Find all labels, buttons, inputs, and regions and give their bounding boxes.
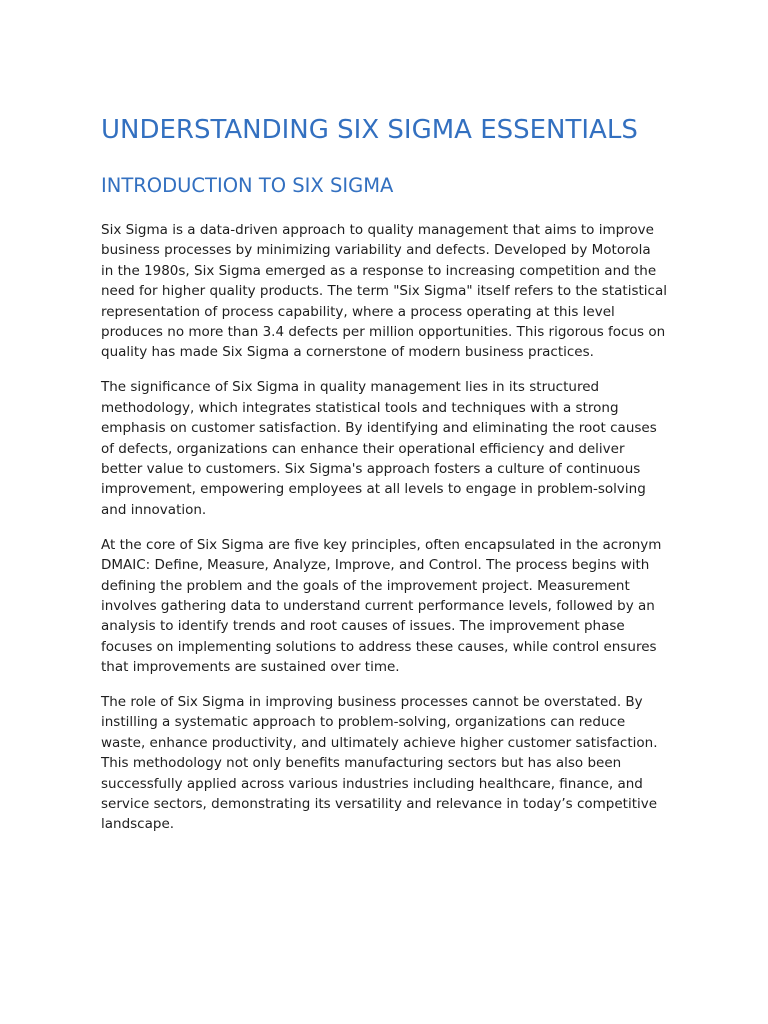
body-paragraph: At the core of Six Sigma are five key principles, often encapsulated in the acronym DMAIC: Define, Measure, Analyze, Improve, and Control. The process begins with defining the problem and the goals of the improvement project. Measurement involves gathering data to understand current performance levels, followed by an analysis to identify trends and root causes of issues. The improvement phase focuses on implementing solutions to address these causes, while control ensures that improvements are sustained over time.	[101, 536, 662, 676]
document-page	[101, 110, 667, 835]
document-title: UNDERSTANDING SIX SIGMA ESSENTIALS	[101, 115, 638, 145]
body-paragraph: The significance of Six Sigma in quality management lies in its structured methodology, which integrates statistical tools and techniques with a strong emphasis on customer satisfaction. By identifying and eliminating the root causes of defects, organizations can enhance their operational efficiency and deliver better value to customers. Six Sigma's approach fosters a culture of continuous improvement, empowering employees at all levels to engage in problem-solving and innovation.	[101, 379, 657, 518]
body-paragraph: Six Sigma is a data-driven approach to quality management that aims to improve business processes by minimizing variability and defects. Developed by Motorola in the 1980s, Six Sigma emerged as a response to increasing competition and the need for higher quality products. The term "Six Sigma" itself refers to the statistical representation of process capability, where a process operating at this level produces no more than 3.4 defects per million opportunities. This rigorous focus on quality has made Six Sigma a cornerstone of modern business practices.	[101, 222, 667, 361]
body-paragraph: The role of Six Sigma in improving business processes cannot be overstated. By instilling a systematic approach to problem-solving, organizations can reduce waste, enhance productivity, and ultimately achieve higher customer satisfaction. This methodology not only benefits manufacturing sectors but has also been successfully applied across various industries including healthcare, finance, and service sectors, demonstrating its versatility and relevance in today’s competitive landscape.	[101, 694, 658, 833]
section-heading: INTRODUCTION TO SIX SIGMA	[101, 174, 394, 197]
